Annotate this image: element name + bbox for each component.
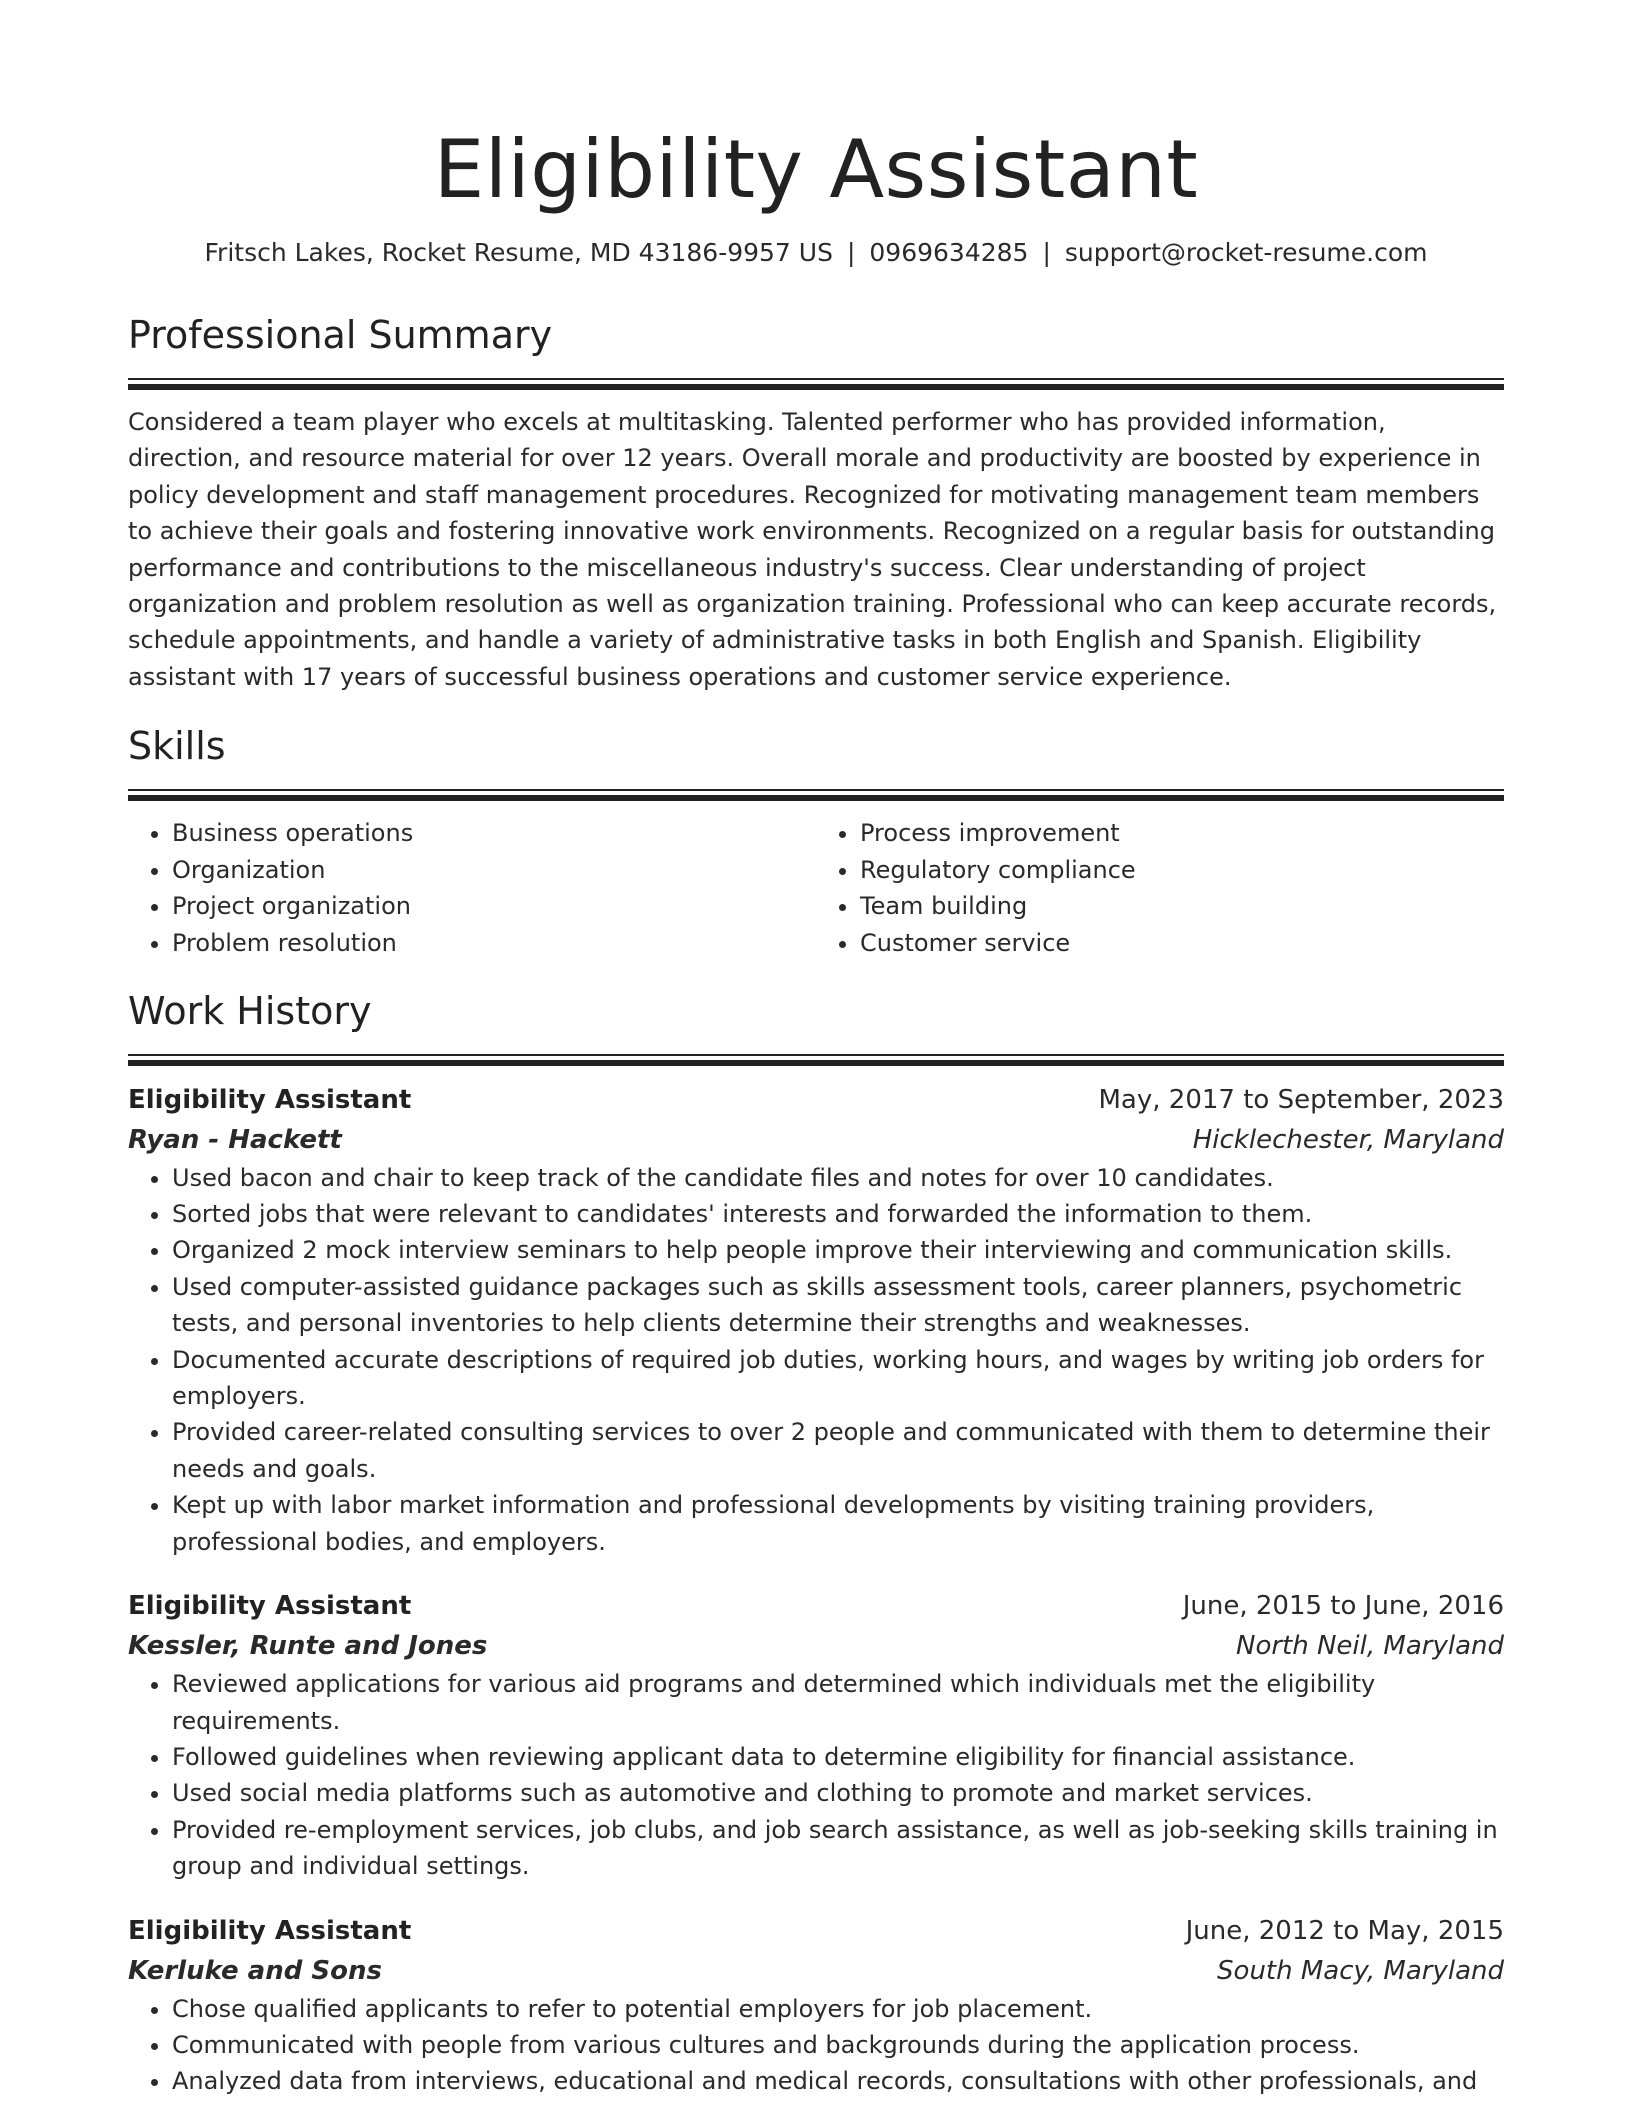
job-duty-item: • Reviewed applications for various aid programs and determined which individuals met the eligibility requirements. [172, 1666, 1504, 1739]
job-title: Eligibility Assistant [128, 1591, 412, 1622]
job-company: Kerluke and Sons [128, 1955, 382, 1986]
job-entry [128, 1586, 1504, 1884]
resume-title: Eligibility Assistant [433, 123, 1199, 216]
contact-address: Fritsch Lakes, Rocket Resume, MD 43186-9957 US [204, 238, 833, 267]
skills-column-left [128, 815, 816, 961]
contact-separator: | [846, 238, 856, 267]
job-duty-item: • Kept up with labor market information and professional developments by visiting training providers, professional bodies, and employers. [172, 1487, 1504, 1560]
job-location: South Macy, Maryland [1217, 1955, 1504, 1986]
job-duty-item: • Analyzed data from interviews, educational and medical records, consultations with other professionals, and [172, 2063, 1504, 2099]
skill-item: • Business operations [172, 815, 816, 852]
skill-item: • Process improvement [860, 815, 1504, 852]
job-entry [128, 1911, 1504, 2100]
job-header [128, 1080, 1504, 1120]
job-duty-item: • Provided career-related consulting services to over 2 people and communicated with them to determine their needs and goals. [172, 1414, 1504, 1487]
contact-line [128, 236, 1504, 270]
skills-heading: Skills [128, 724, 226, 769]
job-duty-item: • Provided re-employment services, job clubs, and job search assistance, as well as job-seeking skills training in group and individual settings. [172, 1812, 1504, 1885]
job-dates: June, 2012 to May, 2015 [1185, 1915, 1504, 1946]
job-duties-list [128, 1160, 1504, 1560]
job-title: Eligibility Assistant [128, 1915, 412, 1946]
job-entry [128, 1080, 1504, 1560]
section-divider [128, 1054, 1504, 1066]
skills-section [128, 721, 1504, 961]
job-duty-item: • Communicated with people from various cultures and backgrounds during the application process. [172, 2027, 1504, 2063]
skill-item: • Project organization [172, 888, 816, 925]
job-title: Eligibility Assistant [128, 1084, 412, 1115]
contact-separator: | [1042, 238, 1051, 267]
summary-heading: Professional Summary [128, 313, 553, 357]
job-duty-item: • Used bacon and chair to keep track of the candidate files and notes for over 10 candidates. [172, 1160, 1504, 1196]
job-duty-item: • Used social media platforms such as automotive and clothing to promote and market services. [172, 1775, 1504, 1811]
summary-section [128, 310, 1504, 695]
job-header [128, 1586, 1504, 1626]
job-duties-list [128, 1991, 1504, 2100]
job-duty-item: • Sorted jobs that were relevant to candidates' interests and forwarded the information to them. [172, 1196, 1504, 1232]
skills-column-right [816, 815, 1504, 961]
job-duty-item: • Organized 2 mock interview seminars to help people improve their interviewing and communication skills. [172, 1232, 1504, 1268]
work-history-heading: Work History [128, 988, 372, 1033]
skill-item: • Regulatory compliance [860, 852, 1504, 889]
summary-text: Considered a team player who excels at multitasking. Talented performer who has provided information, direction, and resource material for over 12 years. Overall morale and productivity are boosted by experience in policy development and staff management procedures. Recognized for motivating management team members to achieve their goals and fostering innovative work environments. Recognized on a regular basis for outstanding performance and contributions to the miscellaneous industry's success. Clear understanding of project organization and problem resolution as well as organization training. Professional who can keep accurate records, schedule appointments, and handle a variety of administrative tasks in both English and Spanish. Eligibility assistant with 17 years of successful business operations and customer service experience. [128, 408, 1497, 691]
contact-email: support@rocket-resume.com [1064, 238, 1428, 267]
job-location: Hicklechester, Maryland [1192, 1124, 1504, 1155]
skill-item: • Organization [172, 852, 816, 889]
skill-item: • Problem resolution [172, 925, 816, 962]
job-dates: June, 2015 to June, 2016 [1182, 1591, 1504, 1622]
job-duty-item: • Documented accurate descriptions of required job duties, working hours, and wages by writing job orders for employers. [172, 1342, 1504, 1415]
job-duty-item: • Followed guidelines when reviewing applicant data to determine eligibility for financial assistance. [172, 1739, 1504, 1775]
skills-grid [128, 815, 1504, 961]
section-divider [128, 378, 1504, 390]
contact-phone: 0969634285 [869, 238, 1029, 267]
job-company: Kessler, Runte and Jones [128, 1631, 488, 1662]
job-employer-line [128, 1120, 1504, 1160]
skill-item: • Team building [860, 888, 1504, 925]
job-duties-list [128, 1666, 1504, 1884]
job-dates: May, 2017 to September, 2023 [1098, 1084, 1504, 1115]
skill-item: • Customer service [860, 925, 1504, 962]
job-company: Ryan - Hackett [128, 1124, 342, 1155]
job-header [128, 1911, 1504, 1951]
job-location: North Neil, Maryland [1236, 1631, 1504, 1662]
job-employer-line [128, 1626, 1504, 1666]
job-duty-item: • Used computer-assisted guidance packages such as skills assessment tools, career planners, psychometric tests, and personal inventories to help clients determine their strengths and weaknesses. [172, 1269, 1504, 1342]
resume-page [128, 0, 1504, 2100]
job-duty-item: • Chose qualified applicants to refer to potential employers for job placement. [172, 1991, 1504, 2027]
section-divider [128, 789, 1504, 801]
job-employer-line [128, 1951, 1504, 1991]
work-history-section [128, 986, 1504, 2100]
